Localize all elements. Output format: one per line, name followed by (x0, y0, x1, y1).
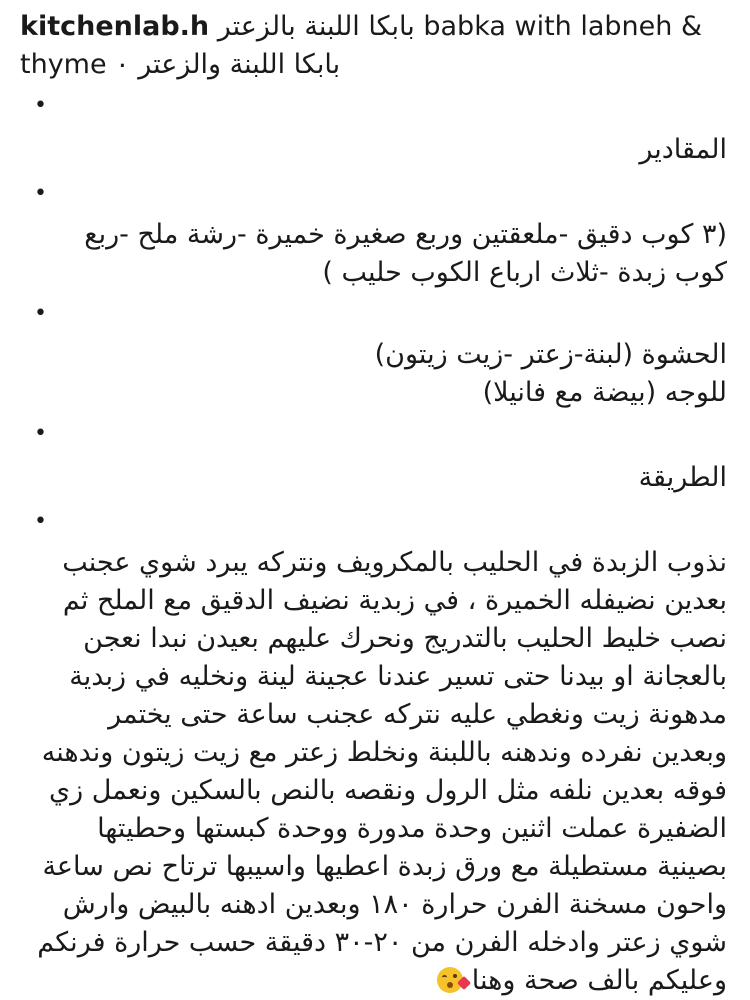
ingredients-line: (٣ كوب دقيق -ملعقتين وربع صغيرة خميرة -رشة ملح -ربع (84, 219, 727, 250)
method-closing-line (20, 962, 730, 1000)
recipe-title-english: babka with labneh & (423, 11, 703, 42)
bullet-separator: • (34, 181, 47, 206)
method-line: مدهونة زيت ونغطي عليه نتركه عجنب ساعة حتى يختمر (108, 699, 727, 730)
face-blowing-kiss-icon (437, 967, 463, 993)
bullet-separator: • (34, 93, 47, 118)
method-line: بصينية مستطيلة مع ورق زبدة اعطيها واسيبها ترتاح نص ساعة (42, 851, 727, 882)
method-line: فوقه بعدين نلفه مثل الرول ونقصه بالنص بالسكين ونعمل زي (49, 775, 727, 806)
username-link[interactable]: kitchenlab.h (20, 11, 210, 42)
ingredients-heading: المقادير (639, 134, 727, 165)
method-line: نذوب الزبدة في الحليب بالمكرويف ونتركه يبرد شوي عجنب (62, 547, 727, 578)
bullet-separator: • (34, 301, 47, 326)
method-line: بالعجانة او بيدنا حتى تسير عندنا عجينة لينة ونخليه في زبدية (69, 661, 727, 692)
ingredients-line: كوب زبدة -ثلاث ارباع الكوب حليب ) (322, 257, 727, 288)
method-line: شوي زعتر وادخله الفرن من ٢٠-٣٠ دقيقة حسب حرارة فرنكم (37, 927, 727, 958)
method-heading: الطريقة (638, 462, 727, 493)
method-line: واحون مسخنة الفرن حرارة ١٨٠ وبعدين ادهنه بالبيض وارش (62, 889, 727, 920)
bullet-separator: • (34, 421, 47, 446)
recipe-title-arabic: بابكا اللبنة بالزعتر (217, 11, 415, 42)
bullet-separator: • (34, 509, 47, 534)
filling-line: الحشوة (لبنة-زعتر -زيت زيتون) (374, 339, 727, 370)
method-line: بعدين نضيفله الخميرة ، في زبدية نضيف الدقيق مع الملح ثم (62, 585, 727, 616)
method-line: وعليكم بالف صحة وهنا (471, 965, 727, 996)
method-line: وبعدين نفرده وندهنه باللبنة ونخلط زعتر مع زيت زيتون وندهنه (41, 737, 727, 768)
recipe-title-line2: thyme ۰ بابكا اللبنة والزعتر (20, 49, 341, 80)
method-paragraph (20, 544, 730, 1000)
method-line: نصب خليط الحليب بالتدريج ونحرك عليهم بعيدن نبدا نعجن (83, 623, 727, 654)
caption-header (20, 8, 730, 46)
method-line: الضفيرة عملت اثنين وحدة مدورة ووحدة كبستها وحطيتها (97, 813, 727, 844)
topping-line: للوجه (بيضة مع فانيلا) (482, 377, 727, 408)
